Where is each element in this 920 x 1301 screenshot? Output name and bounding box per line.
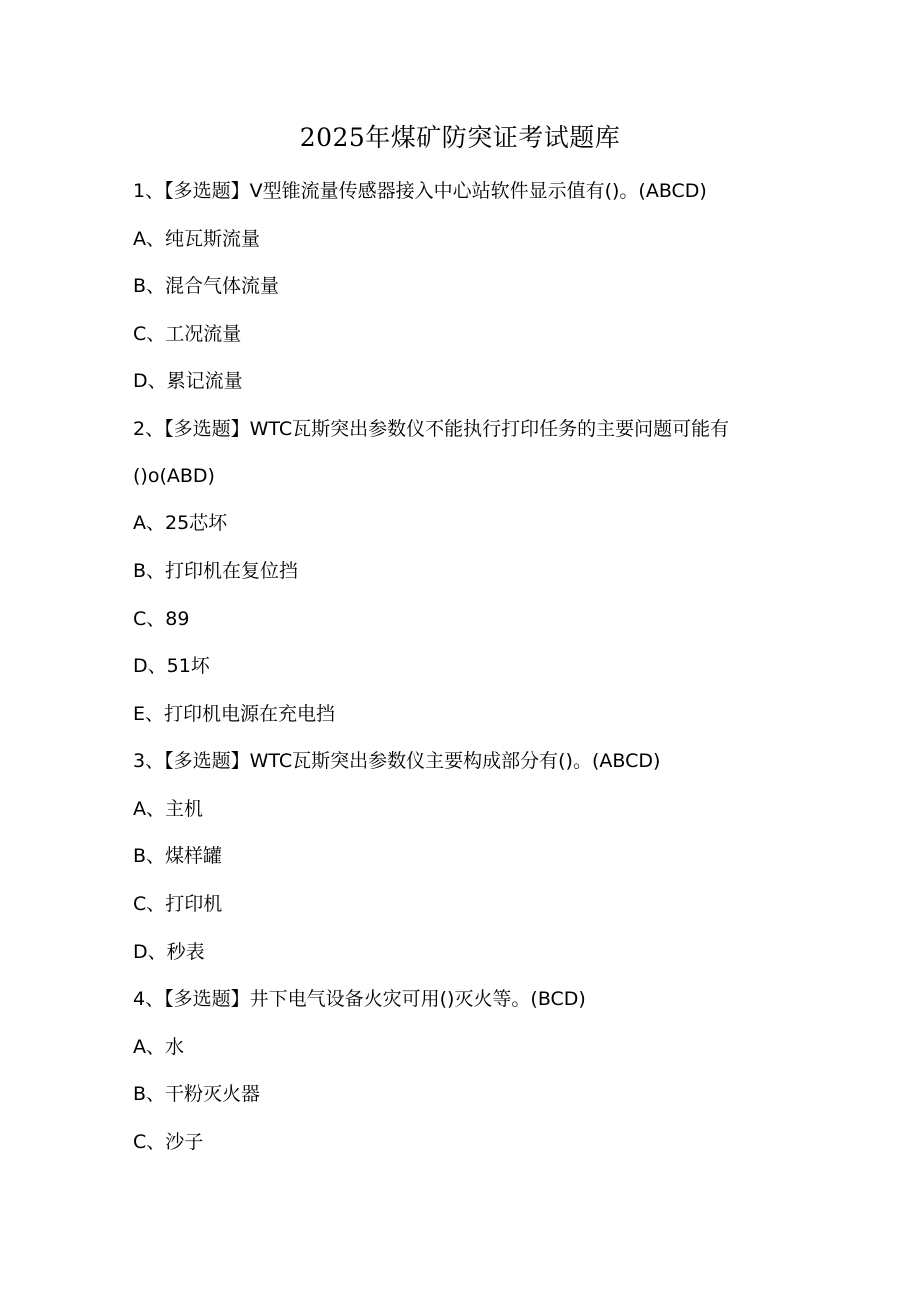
question-1-option-c: C、工况流量 <box>133 323 242 345</box>
question-3-stem: 3、【多选题】WTC瓦斯突出参数仪主要构成部分有()。(ABCD) <box>133 750 661 772</box>
question-4-option-b: B、干粉灭火器 <box>133 1083 261 1105</box>
question-1-stem: 1、【多选题】V型锥流量传感器接入中心站软件显示值有()。(ABCD) <box>133 180 707 202</box>
document-title: 2025年煤矿防突证考试题库 <box>299 123 621 152</box>
question-2-option-e: E、打印机电源在充电挡 <box>133 703 336 725</box>
question-2-stem-continued: ()o(ABD) <box>133 465 215 487</box>
question-3-option-a: A、主机 <box>133 798 203 820</box>
question-1-option-b: B、混合气体流量 <box>133 275 280 297</box>
question-1-option-a: A、纯瓦斯流量 <box>133 228 260 250</box>
question-2-option-a: A、25芯坏 <box>133 512 228 534</box>
question-3-option-c: C、打印机 <box>133 893 223 915</box>
question-1-option-d: D、累记流量 <box>133 370 243 392</box>
question-3-option-d: D、秒表 <box>133 941 205 963</box>
question-4-option-a: A、水 <box>133 1036 184 1058</box>
question-2-option-c: C、89 <box>133 608 190 630</box>
question-3-option-b: B、煤样罐 <box>133 845 223 867</box>
question-4-stem: 4、【多选题】井下电气设备火灾可用()灭火等。(BCD) <box>133 988 586 1010</box>
question-2-stem: 2、【多选题】WTC瓦斯突出参数仪不能执行打印任务的主要问题可能有 <box>133 418 730 440</box>
question-2-option-b: B、打印机在复位挡 <box>133 560 299 582</box>
question-4-option-c: C、沙子 <box>133 1131 204 1153</box>
question-2-option-d: D、51坏 <box>133 655 210 677</box>
